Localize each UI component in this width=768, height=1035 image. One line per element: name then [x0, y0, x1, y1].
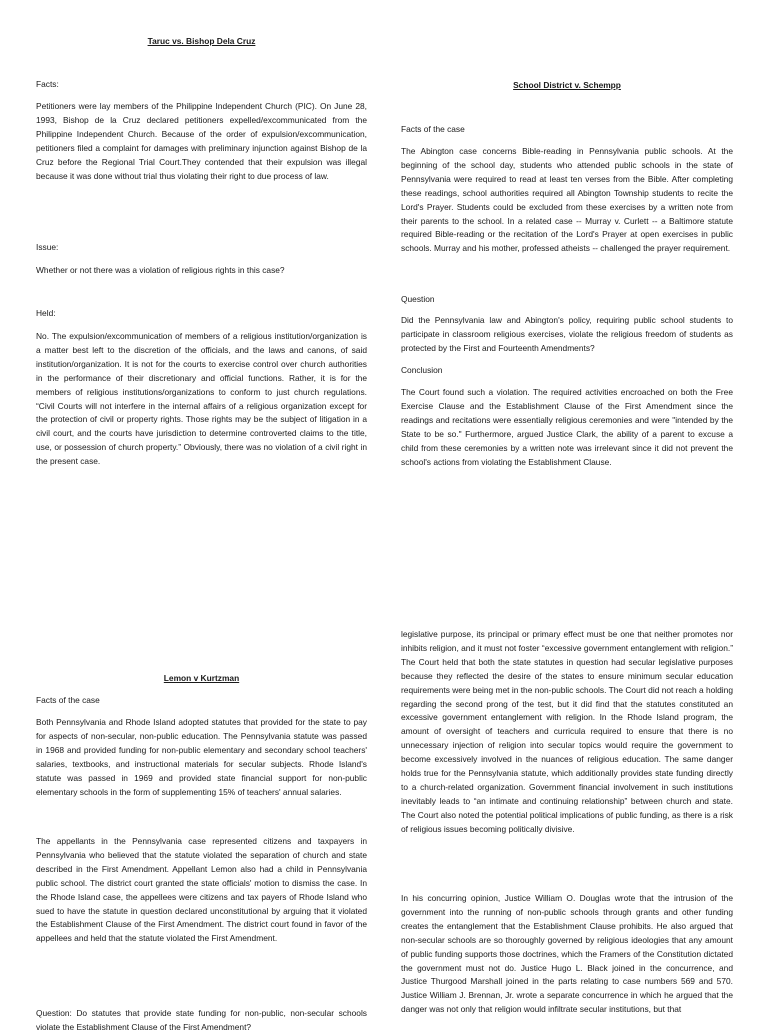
schempp-facts: The Abington case concerns Bible-reading in Pennsylvania public schools. At the beginning of the school day, students who attended public schools in the state of Pennsylvania were required to read at least ten verses from the Bible. After completing these readings, school authorities required all Abington Township students to recite the Lord's Prayer. Students could be excluded from these exercises by a written note from their parents to the school. In a related case -- Murray v. Curlett -- a Baltimore statute required Bible-reading or the recitation of the Lord's Prayer at open exercises in public schools. Murray and his mother, professed atheists -- challenged the prayer requirement. — [401, 146, 733, 254]
lemon-facts-2: The appellants in the Pennsylvania case represented citizens and taxpayers in Pennsylvania who believed that the statute violated the separation of church and state described in the First Amendment. Appellant Lemon also had a child in Pennsylvania public school. The district court granted the state officials' motion to dismiss the case. In the Rhode Island case, the appellees were citizens and tax payers of Rhode Island who sued to have the statute in question declared unconstitutional by arguing that it violated the Establishment Clause of the First Amendment. The district court found in favor of the appellees and held that the statute violated the First Amendment. — [36, 836, 367, 944]
lemon-facts-label: Facts of the case — [36, 695, 100, 705]
taruc-issue: Whether or not there was a violation of religious rights in this case? — [36, 265, 285, 275]
schempp-question: Did the Pennsylvania law and Abington's policy, requiring public school students to participate in classroom religious exercises, violate the religious freedom of students as protected by the First and Fourteenth Amendments? — [401, 315, 733, 353]
schempp-facts-label: Facts of the case — [401, 124, 465, 134]
taruc-facts: Petitioners were lay members of the Philippine Independent Church (PIC). On June 28, 1993, Bishop de la Cruz declared petitioners expelled/excommunicated from the Philippine Independent Church. Because of the order of expulsion/excommunication, petitioners filed a complaint for damages with preliminary injunction against Bishop de la Cruz before the Regional Trial Court.They contended that their expulsion was illegal because it was done without trial thus violating their right to due process of law. — [36, 101, 367, 181]
taruc-title: Taruc vs. Bishop Dela Cruz — [147, 36, 256, 46]
taruc-held: No. The expulsion/excommunication of members of a religious institution/organization is a matter best left to the discretion of the officials, and the laws and canons, of said institution/organization. It is not for the courts to exercise control over church authorities in the performance of their discretionary and official functions. Rather, it is for the members of religious institutions/organizations to conform to just church regulations. “Civil Courts will not interfere in the internal affairs of a religious organization except for the protection of civil or property rights. Those rights may be the subject of litigation in a civil court, and the courts have jurisdiction to determine controverted claims to the title, use, or possession of church property.” Obviously, there was no violation of a civil right in the present case. — [36, 331, 367, 467]
taruc-held-label: Held: — [36, 308, 56, 318]
lemon-title: Lemon v Kurtzman — [163, 673, 240, 683]
lemon-question: Question: Do statutes that provide state funding for non-public, non-secular schools violate the Establishment Clause of the First Amendment? — [36, 1008, 367, 1032]
schempp-conclusion: The Court found such a violation. The required activities encroached on both the Free Exercise Clause and the Establishment Clause of the First Amendment since the readings and recitations were essentially religious ceremonies and were "intended by the State to be so." Furthermore, argued Justice Clark, the ability of a parent to excuse a child from these ceremonies by a written note was irrelevant since it did not prevent the school's actions from violating the Establishment Clause. — [401, 387, 733, 467]
schempp-conclusion-label: Conclusion — [401, 365, 443, 375]
schempp-question-label: Question — [401, 294, 435, 304]
schempp-title: School District v. Schempp — [513, 80, 621, 90]
taruc-issue-label: Issue: — [36, 242, 59, 252]
lemon-facts-1: Both Pennsylvania and Rhode Island adopted statutes that provided for the state to pay for aspects of non-secular, non-public education. The Pennsylvania statute was passed in 1968 and provided funding for non-public elementary and secondary school teachers' salaries, textbooks, and instructional materials for secular subjects. Rhode Island's statute was passed in 1969 and provided state financial support for non-public elementary schools in the form of supplementing 15% of teachers' annual salaries. — [36, 717, 367, 797]
lemon-continued-1: legislative purpose, its principal or primary effect must be one that neither promotes nor inhibits religion, and it must not foster “excessive government entanglement with religion.” The Court held that both the state statutes in question had secular legislative purposes because they reflected the desire of the states to ensure minimum secular education requirements were being met in the non-public schools. The Court did not reach a holding regarding the second prong of the test, but it did find that the statutes constituted an excessive government entanglement with religion. In the Rhode Island program, the amount of oversight of teachers and curricula required to ensure that there is no unnecessary injection of religion into secular topics would require the government to become excessively involved in the nuances of religious education. The same danger holds true for the Pennsylvania statute, which additionally provides state funding directly to a church-related organization. Government financial involvement in such institutions inevitably leads to “an intimate and continuing relationship” between church and state. The Court also noted the potential political implications of public funding, as there is a risk of religious issues becoming politically divisive. — [401, 629, 733, 834]
lemon-continued-2: In his concurring opinion, Justice William O. Douglas wrote that the intrusion of the government into the running of non-public schools through grants and other funding creates the entanglement that the Establishment Clause prohibits. He also argued that non-secular schools are so thoroughly governed by religious ideologies that any amount of public funding supports those doctrines, which the Framers of the Constitution dictated the government must not do. Justice Hugo L. Black joined in the concurrence, and Justice Thurgood Marshall joined in the parts relating to case numbers 569 and 570. Justice William J. Brennan, Jr. wrote a separate concurrence in which he argued that the danger was not only that religion would infiltrate secular institutions, but that — [401, 893, 733, 1015]
taruc-facts-label: Facts: — [36, 79, 59, 89]
